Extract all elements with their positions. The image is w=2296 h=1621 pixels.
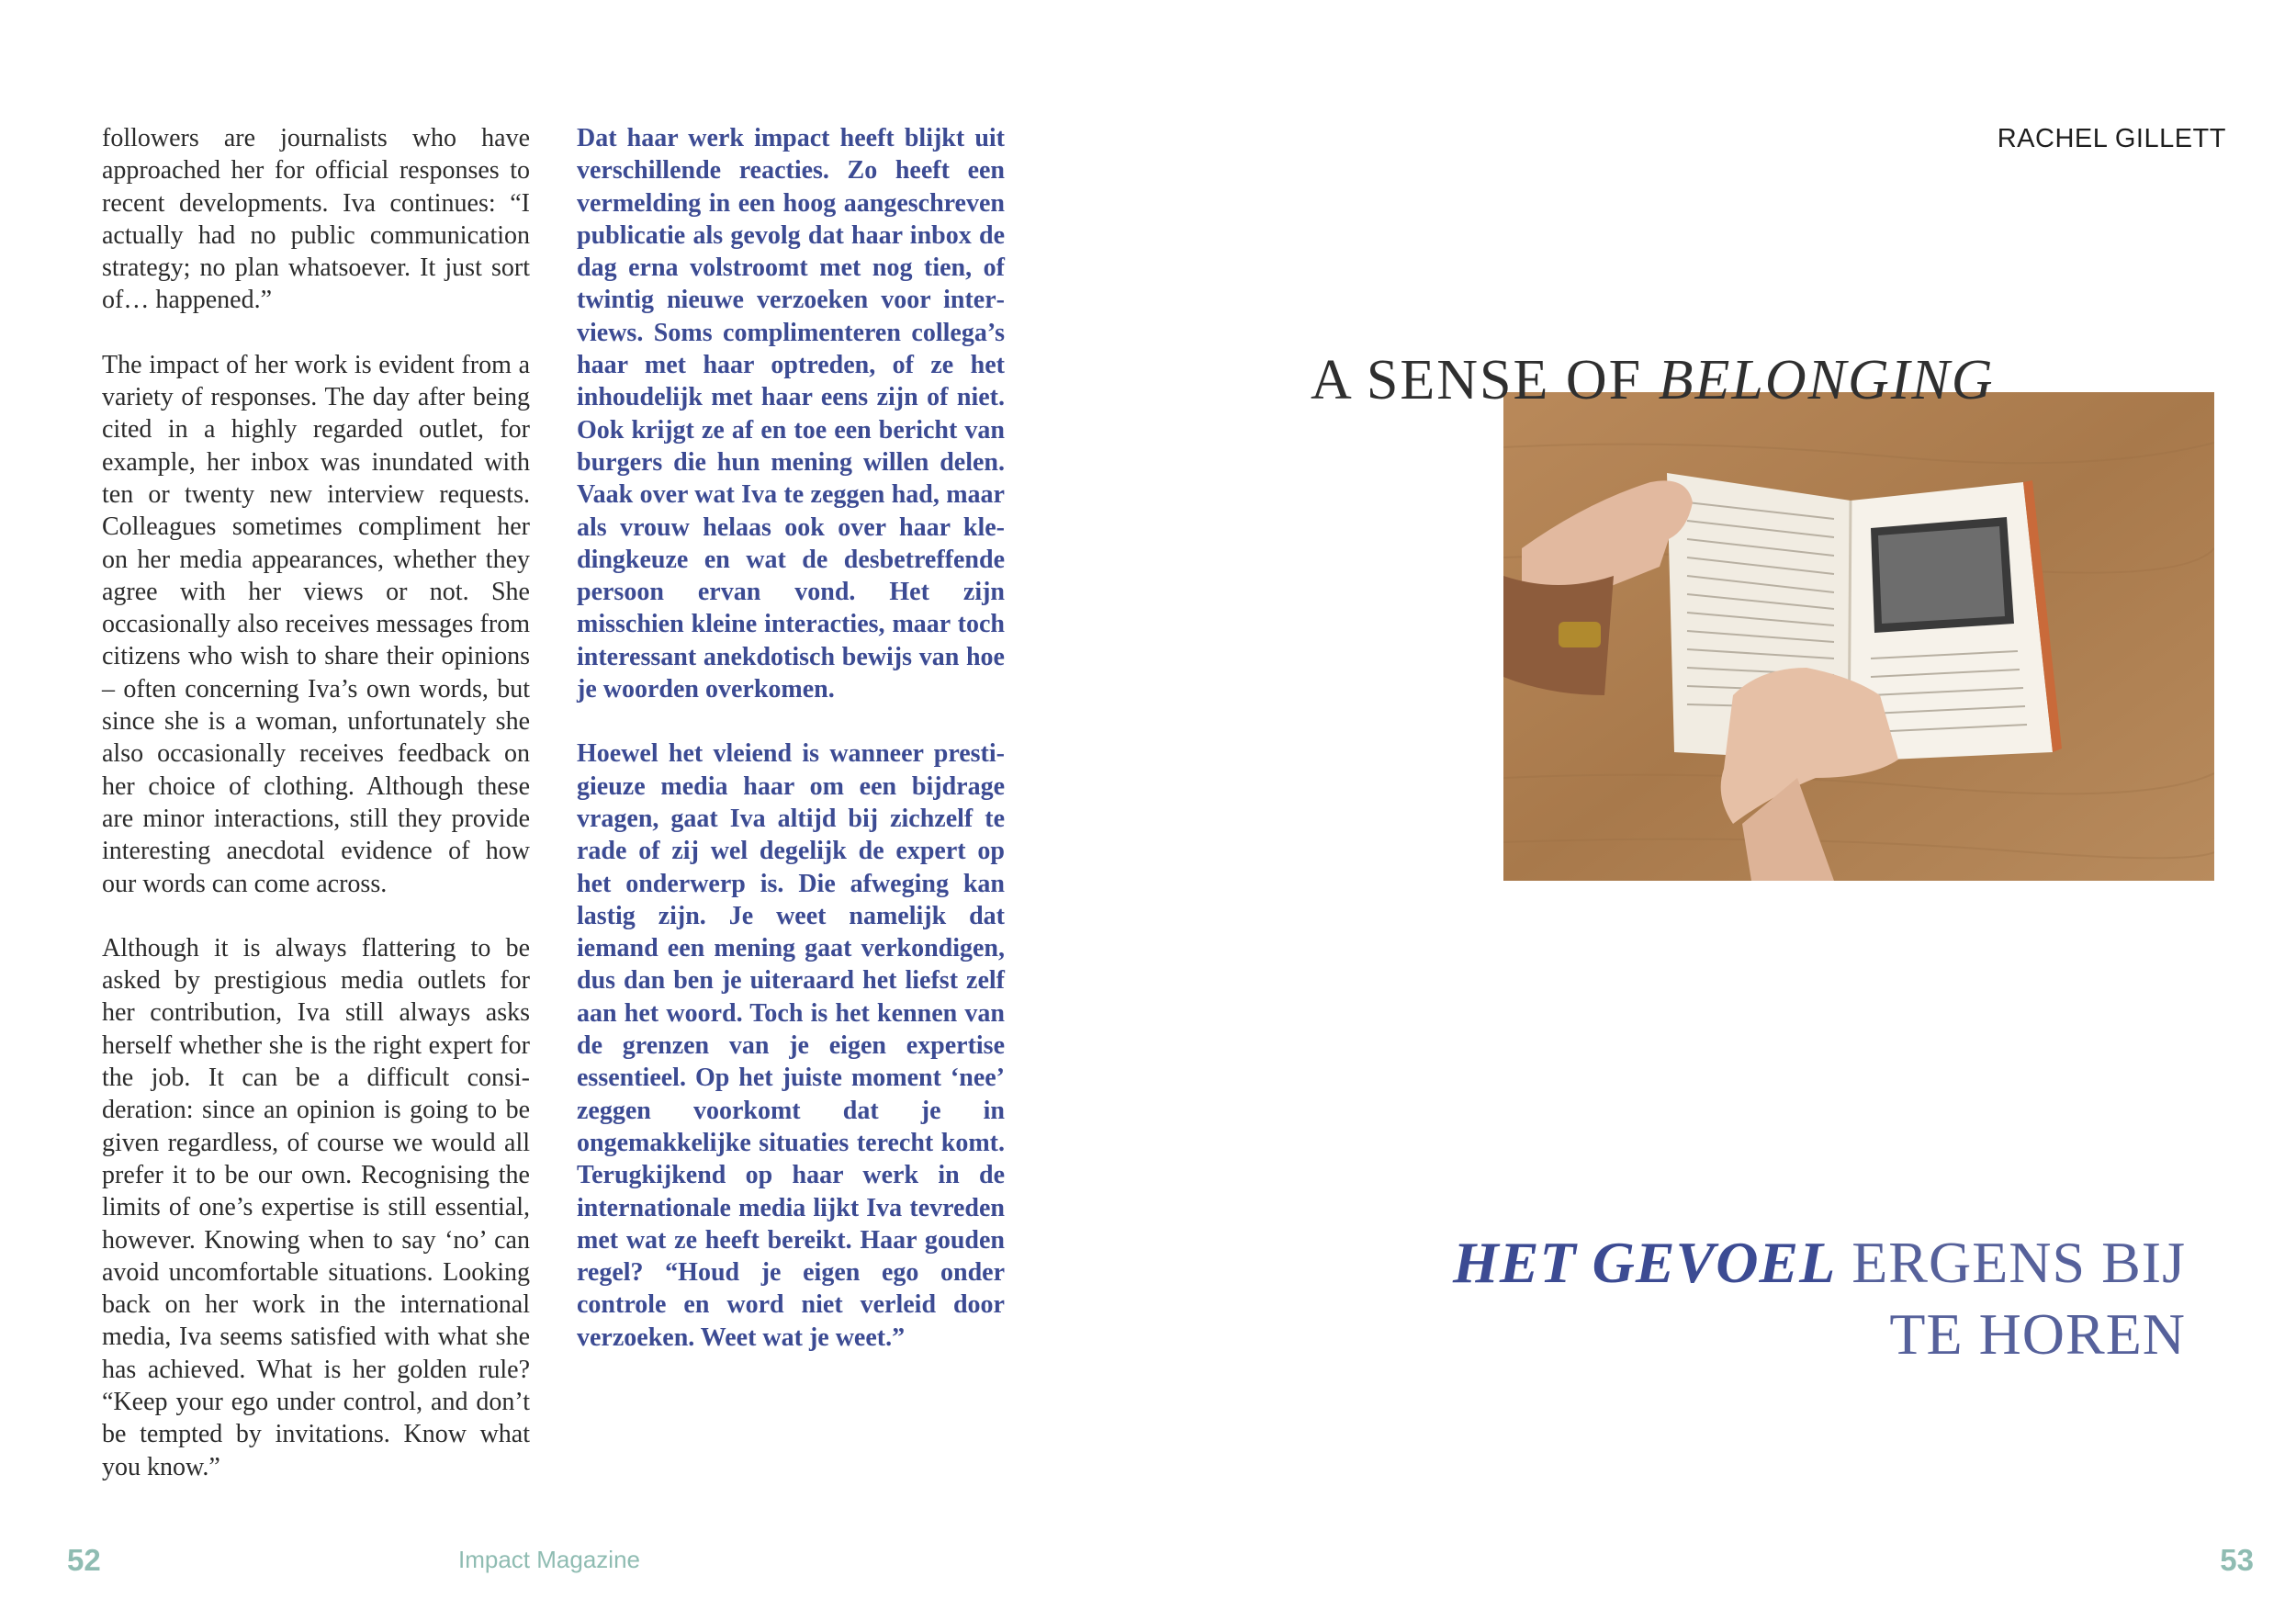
dutch-paragraph-2: Hoewel het vleiend is wanneer prestigieuze media haar om een bijdrage vragen, gaat Iva altijd bij zichzelf te rade of zij wel degelijk de expert op het onderwerp is. Die afweging kan lastig zijn. Je weet namelijk dat iemand een mening gaat verkondigen, dus dan ben je uiteraard het liefst zelf aan het woord. Toch is het kennen van de grenzen van je eigen expertise essentieel. Op het juiste moment ‘nee’ zeggen voorkomt dat je in ongemakkelijke situaties terecht komt. Terugkijkend op haar werk in de internationale media lijkt Iva tevreden met wat ze heeft bereikt. Haar gouden regel? “Houd je eigen ego onder controle en word niet verleid door verzoeken. Weet wat je weet.” <box>577 739 1005 1352</box>
english-paragraph-2: The impact of her work is evident from a variety of responses. The day after being cited in a highly regarded outlet, for example, her inbox was inundated with ten or twenty new interview requests. Colleagues sometimes compliment her on her media appearances, whether they agree with her views or not. She occasionally also receives messages from citizens who wish to share their opinions – often concerning Iva’s own words, but since she is a woman, unfortunately she also occasionally receives feedback on her choice of clothing. Although these are minor interactions, still they provide interesting anecdotal evidence of how our words can come across. <box>102 350 530 898</box>
english-text-column <box>102 122 530 1515</box>
page-number-left: 52 <box>67 1543 101 1577</box>
author-name: RACHEL GILLETT <box>1997 124 2226 153</box>
dutch-headline-line-1 <box>1453 1227 2186 1299</box>
dutch-headline <box>1453 1227 2186 1370</box>
book-reading-image <box>1503 392 2214 881</box>
english-paragraph-3: Although it is always flattering to be asked by prestigious media outlets for her contribution, Iva still always asks herself whether she is the right expert for the job. It can be a difficult consideration: since an opinion is going to be given regardless, of course we would all prefer it to be our own. Recognising the limits of one’s expertise is still essential, however. Knowing when to say ‘no’ can avoid uncomfortable situations. Looking back on her work in the international media, Iva seems satisfied with what she has achieved. What is her golden rule? “Keep your ego under control, and don’t be tempted by invitations. Know what you know.” <box>102 933 530 1481</box>
magazine-name: Impact Magazine <box>458 1546 640 1573</box>
dutch-headline-line-2: TE HOREN <box>1889 1301 2186 1367</box>
page-number-right: 53 <box>2220 1543 2254 1577</box>
dutch-paragraph-1: Dat haar werk impact heeft blijkt uit verschillende reacties. Zo heeft een vermelding in een hoog aangeschreven publicatie als gevolg dat haar inbox de dag erna volstroomt met nog tien, of twintig nieuwe verzoeken voor interviews. Soms complimenteren collega’s haar met haar optreden, of ze het inhoudelijk met haar eens zijn of niet. Ook krijgt ze af en toe een bericht van burgers die hun mening willen delen. Vaak over wat Iva te zeggen had, maar als vrouw helaas ook over haar kledingkeuze en wat de desbetreffende persoon ervan vond. Het zijn misschien kleine interacties, maar toch interessant anekdotisch bewijs van hoe je woorden overkomen. <box>577 124 1005 704</box>
english-paragraph-1: followers are journalists who have approached her for official responses to recent developments. Iva continues: “I actually had no public communication strategy; no plan whatsoever. It just sort of… happened.” <box>102 124 530 315</box>
english-headline-plain: A SENSE OF <box>1311 349 1659 411</box>
dutch-text-column <box>577 122 1005 1386</box>
dutch-headline-line-1-rest: ERGENS BIJ <box>1836 1230 2186 1295</box>
book-photo <box>1503 392 2214 881</box>
dutch-headline-italic: HET GEVOEL <box>1453 1230 1837 1295</box>
english-headline-italic: BELONGING <box>1658 349 1995 411</box>
english-headline <box>1311 349 1995 411</box>
